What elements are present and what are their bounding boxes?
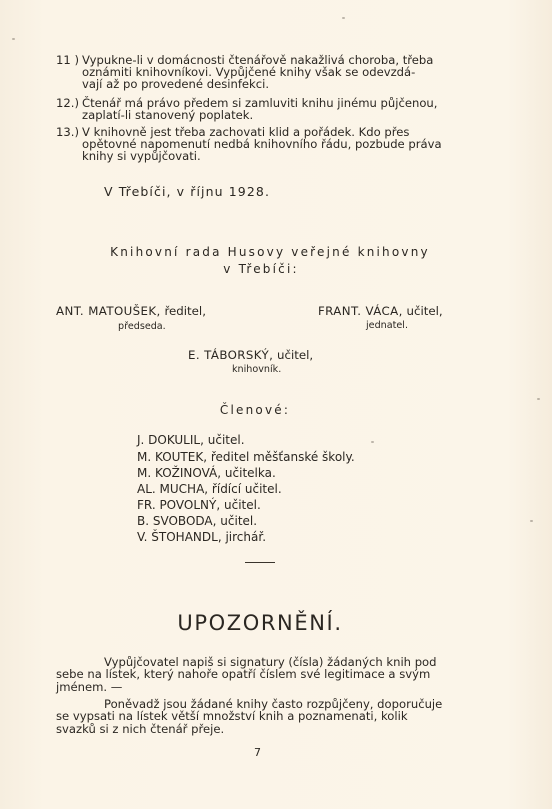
rule-number: 11 ) [56,53,79,67]
rule-line: opětovné napomenutí nedbá knihovního řádu, pozbude práva [82,137,442,152]
rule-line: Čtenář má právo předem si zamluviti knihu jinému půjčenou, [82,96,438,110]
officer-role: předseda. [118,321,166,332]
paper-speck [371,441,374,443]
rule-text [82,54,478,91]
paragraph-line: Vypůjčovatel napiš si signatury (čísla) žádaných knih pod [104,655,437,669]
paper-speck [530,520,533,522]
paragraph-line: jménem. — [56,679,123,694]
page-number: 7 [254,746,261,759]
council-heading: Knihovní rada Husovy veřejné knihovny [110,245,430,259]
rule-line: knihy si vypůjčovati. [82,149,201,164]
paragraph-line: sebe na lístek, který nahoře opatří číslem své legitimace a svým [56,667,431,682]
notice-paragraph [56,656,465,693]
paragraph-line: se vypsati na lístek větší množství knih a poznamenati, kolik [56,709,408,724]
officer-role: knihovník. [232,364,282,375]
notice-title: UPOZORNĚNÍ. [177,611,343,635]
date-line: V Třebíči, v říjnu 1928. [104,184,271,199]
rule-number: 13.) [56,125,79,139]
paper-speck [537,398,540,400]
member-entry: M. KOŽINOVÁ, učitelka. [137,466,276,480]
rule-line: Vypukne-li v domácnosti čtenářově nakažlivá choroba, třeba [82,53,434,67]
officer-role: jednatel. [366,320,408,331]
paragraph-line: Poněvadž jsou žádané knihy často rozpůjčeny, doporučuje [104,697,443,711]
members-heading: Členové: [219,403,291,417]
rule-text [82,97,478,121]
notice-paragraph [56,698,465,735]
officer-name: FRANT. VÁCA, učitel, [318,304,443,318]
officer-name: ANT. MATOUŠEK, ředitel, [56,304,206,318]
rule-line: vají až po provedené desinfekci. [82,77,270,92]
council-heading-town: v Třebíči: [223,262,299,276]
member-entry: M. KOUTEK, ředitel měšťanské školy. [137,450,355,464]
rule-line: zaplatí-li stanovený poplatek. [82,108,254,123]
rule-line: V knihovně jest třeba zachovati klid a pořádek. Kdo přes [82,125,410,139]
paragraph-line: svazků si z nich čtenář přeje. [56,721,225,736]
member-entry: B. SVOBODA, učitel. [137,514,258,528]
paper-speck [342,17,345,19]
member-entry: J. DOKULIL, učitel. [137,433,245,447]
member-entry: FR. POVOLNÝ, učitel. [137,498,261,512]
section-divider [245,562,275,563]
rule-number: 12.) [56,96,79,110]
paper-speck [12,38,15,40]
officer-name: E. TÁBORSKÝ, učitel, [188,348,314,362]
rule-line: oznámiti knihovníkovi. Vypůjčené knihy však se odevzdá- [82,65,416,80]
member-entry: AL. MUCHA, řídící učitel. [137,482,282,496]
rule-text [82,126,478,163]
member-entry: V. ŠTOHANDL, jirchář. [137,530,267,544]
